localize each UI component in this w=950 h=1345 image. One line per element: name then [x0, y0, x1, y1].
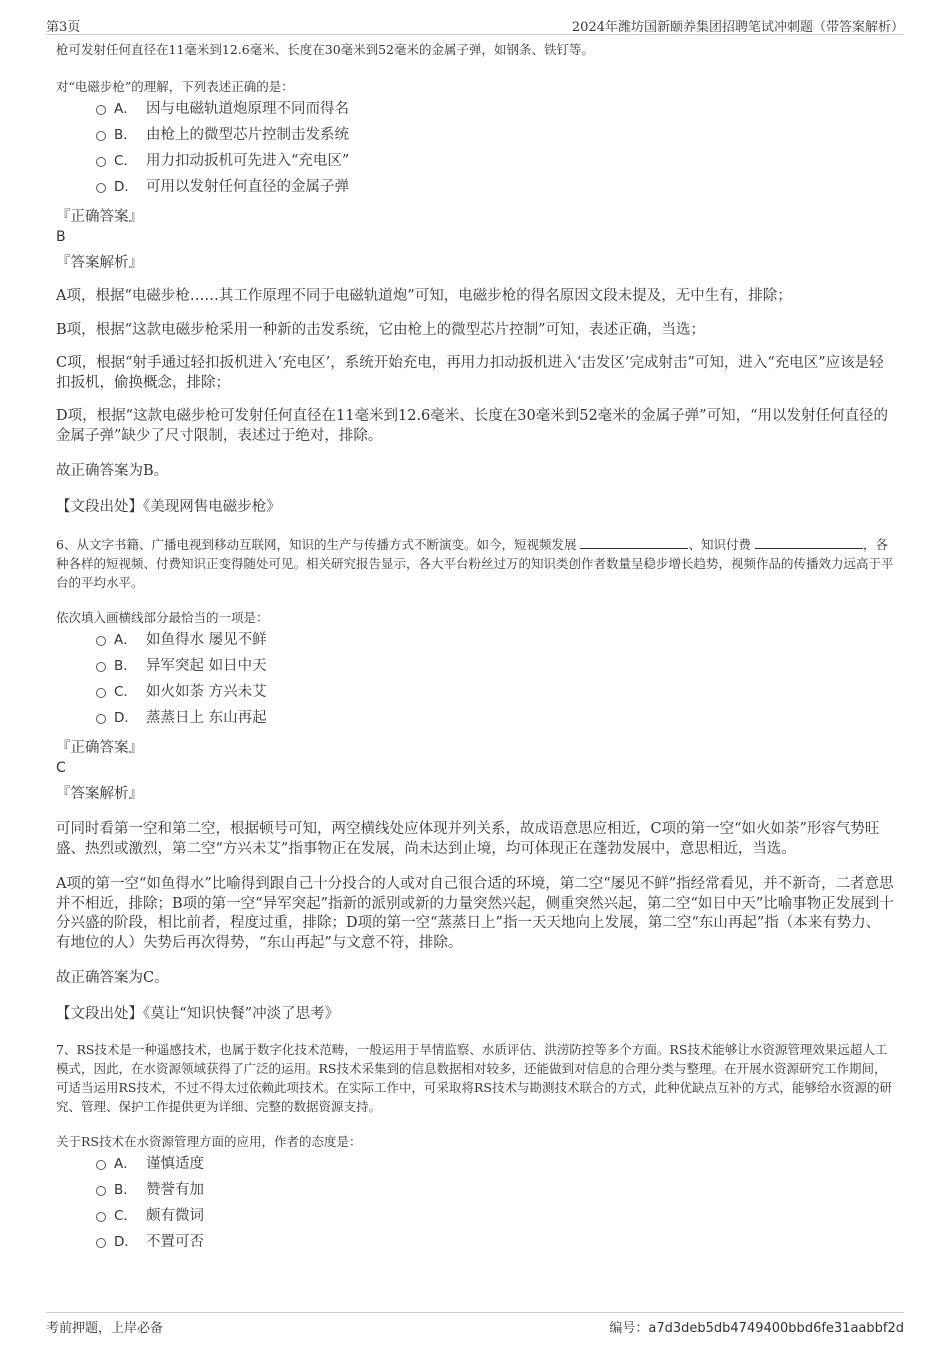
q7-option-a[interactable]: A． 谨慎适度 [56, 1151, 894, 1177]
q6-prompt: 依次填入画横线部分最恰当的一项是： [56, 610, 269, 625]
q5-analysis-label: 『答案解析』 [56, 254, 143, 271]
q6-blank-2 [755, 536, 863, 549]
radio-icon[interactable] [96, 636, 106, 646]
q6-answer-label: 『正确答案』 [56, 740, 143, 756]
q6-stem: 6、从文字书籍、广播电视到移动互联网，知识的生产与传播方式不断演变。如今，短视频发展 、知识付费 ，各种各样的短视频、付费知识正变得随处可见。相关研究报告显示，各大平台粉丝过万的知识类创作者数量呈稳步增长趋势，视频作品的传播效力远高于平台的平均水平。 [56, 537, 894, 590]
q5-option-b[interactable]: B． 由枪上的微型芯片控制击发系统 [56, 122, 894, 148]
document-title: 2024年潍坊国新颐养集团招聘笔试冲刺题（带答案解析） [571, 20, 904, 35]
q5-analysis-a: A项，根据“电磁步枪……其工作原理不同于电磁轨道炮”可知，电磁步枪的得名原因文段未提及，无中生有，排除； [56, 288, 792, 304]
q5-option-d[interactable]: D． 可用以发射任何直径的金属子弹 [56, 174, 894, 200]
q6-option-c[interactable]: C． 如火如荼 方兴未艾 [56, 679, 894, 705]
radio-icon[interactable] [96, 157, 106, 167]
q5-answer-label: 『正确答案』 [56, 209, 143, 225]
radio-icon[interactable] [96, 183, 106, 193]
q5-stem-tail: 枪可发射任何直径在11毫米到12.6毫米、长度在30毫米到52毫米的金属子弹，如钢条、铁钉等。 [56, 42, 595, 57]
page-number: 第3页 [46, 20, 81, 35]
q7-prompt: 关于RS技术在水资源管理方面的应用，作者的态度是： [56, 1134, 362, 1149]
q6-analysis-1: 可同时看第一空和第二空，根据顿号可知，两空横线处应体现并列关系，故成语意思应相近，C项的第一空“如火如荼”形容气势旺盛、热烈或激烈，第二空“方兴未艾”指事物正在发展，尚未达到止境，均可体现正在蓬勃发展中，意思相近，当选。 [56, 821, 880, 857]
q5-prompt: 对“电磁步枪”的理解，下列表述正确的是： [56, 79, 294, 94]
q5-analysis-d: D项，根据“这款电磁步枪可发射任何直径在11毫米到12.6毫米、长度在30毫米到52毫米的金属子弹”可知，“用以发射任何直径的金属子弹”缺少了尺寸限制，表述过于绝对，排除。 [56, 408, 888, 444]
q7-option-c[interactable]: C． 颇有微词 [56, 1203, 894, 1229]
q6-blank-1 [580, 536, 688, 549]
page-footer [46, 1312, 904, 1337]
footer-slogan: 考前押题，上岸必备 [46, 1321, 164, 1336]
q5-analysis-b: B项，根据“这款电磁步枪采用一种新的击发系统，它由枪上的微型芯片控制”可知，表述正确，当选； [56, 321, 705, 338]
q6-source: 【文段出处】《莫让“知识快餐”冲淡了思考》 [56, 1005, 340, 1022]
radio-icon[interactable] [96, 662, 106, 672]
q7-stem: 7、RS技术是一种遥感技术，也属于数字化技术范畴，一般运用于旱情监察、水质评估、洪涝防控等多个方面。RS技术能够让水资源管理效果远超人工模式，因此，在水资源领域获得了广泛的运用。RS技术采集到的信息数据相对较多，还能做到对信息的合理分类与整理。在开展水资源研究工作期间，可适当运用RS技术，不过不得太过依赖此项技术。在实际工作中，可采取将RS技术与勘测技术联合的方式，此种优缺点互补的方式，能够给水资源的研究、管理、保护工作提供更为详细、完整的数据资源支持。 [56, 1042, 892, 1114]
q6-conclusion: 故正确答案为C。 [56, 970, 169, 986]
q5-analysis-c: C项，根据“射手通过轻扣扳机进入‘充电区’，系统开始充电，再用力扣动扳机进入‘击发区’完成射击”可知，进入“充电区”应该是轻扣扳机，偷换概念，排除； [56, 355, 884, 391]
q6-option-b[interactable]: B． 异军突起 如日中天 [56, 653, 894, 679]
q5-option-a[interactable]: A． 因与电磁轨道炮原理不同而得名 [56, 96, 894, 122]
radio-icon[interactable] [96, 1212, 106, 1222]
q5-answer: B [56, 228, 66, 245]
q6-option-a[interactable]: A． 如鱼得水 屡见不鲜 [56, 627, 894, 653]
radio-icon[interactable] [96, 131, 106, 141]
radio-icon[interactable] [96, 1238, 106, 1248]
q5-source: 【文段出处】《美现网售电磁步枪》 [56, 498, 281, 515]
q7-options [56, 1151, 894, 1255]
q6-option-d[interactable]: D． 蒸蒸日上 东山再起 [56, 705, 894, 731]
q6-analysis-label: 『答案解析』 [56, 785, 143, 802]
q7-option-d[interactable]: D． 不置可否 [56, 1229, 894, 1255]
q5-conclusion: 故正确答案为B。 [56, 463, 169, 479]
document-code: 编号：a7d3deb5db4749400bbd6fe31aabbf2d [609, 1321, 904, 1336]
q5-option-c[interactable]: C． 用力扣动扳机可先进入“充电区” [56, 148, 894, 174]
radio-icon[interactable] [96, 105, 106, 115]
q6-answer: C [56, 759, 66, 776]
page-header [46, 14, 904, 35]
radio-icon[interactable] [96, 714, 106, 724]
q7-option-b[interactable]: B． 赞誉有加 [56, 1177, 894, 1203]
page-content [56, 40, 894, 1255]
q5-options [56, 96, 894, 200]
radio-icon[interactable] [96, 688, 106, 698]
radio-icon[interactable] [96, 1186, 106, 1196]
radio-icon[interactable] [96, 1160, 106, 1170]
q6-analysis-2: A项的第一空“如鱼得水”比喻得到跟自己十分投合的人或对自己很合适的环境，第二空“屡见不鲜”指经常看见，并不新奇，二者意思并不相近，排除；B项的第一空“异军突起”指新的派别或新的力量突然兴起，侧重突然兴起，第二空“如日中天”比喻事物正发展到十分兴盛的阶段，相比前者，程度过重，排除；D项的第一空“蒸蒸日上”指一天天地向上发展，第二空“东山再起”指（本来有势力、有地位的人）失势后再次得势，“东山再起”与文意不符，排除。 [56, 876, 894, 951]
q6-options [56, 627, 894, 731]
